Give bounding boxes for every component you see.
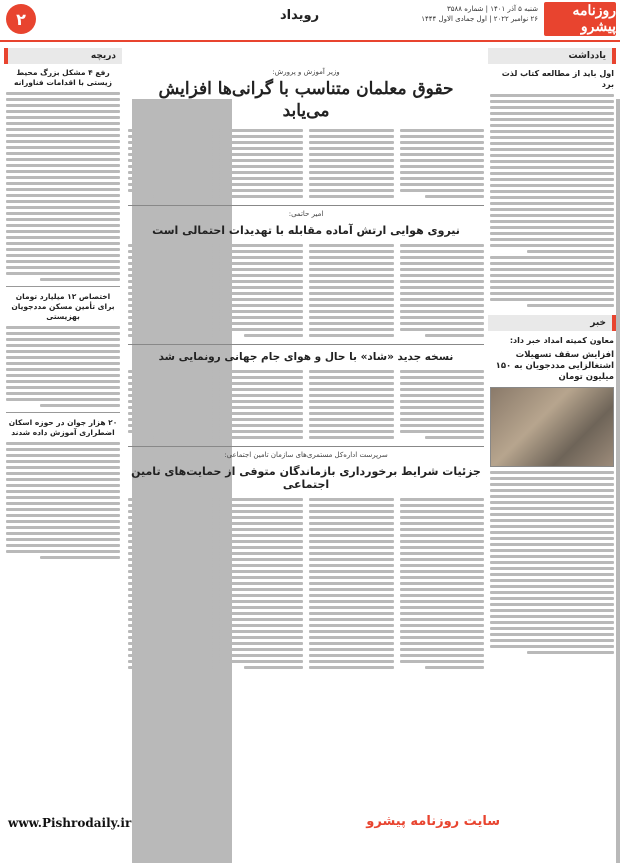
- news-title: افزایش سقف تسهیلات اشتغالزایی مددجویان به ۱۵۰ میلیون تومان: [495, 350, 614, 382]
- date-line-2: ۲۶ نوامبر ۲۰۲۲ | اول جمادی الاول ۱۴۴۴: [421, 15, 538, 23]
- left-article-1-body: [6, 92, 120, 281]
- date-line-1: شنبه ۵ آذر ۱۴۰۱ | شماره ۳۵۸۸: [447, 5, 538, 13]
- masthead: [0, 0, 620, 40]
- left-column-header: دریچه: [4, 48, 122, 64]
- second-article-body: [128, 241, 484, 340]
- masthead-rule: [0, 40, 620, 42]
- lead-headline: حقوق معلمان متناسب با گرانی‌ها افزایش می‌یابد: [158, 79, 454, 121]
- section-title: رویداد: [280, 8, 320, 23]
- sidebar-header-news: خبر: [488, 315, 616, 331]
- footer-website-link[interactable]: www.Pishrodaily.ir: [8, 816, 132, 830]
- footer-brand: سایت روزنامه پیشرو: [366, 814, 500, 829]
- left-article-1-title: رفع ۴ مشکل بزرگ محیط زیستی با اقدامات فناورانه: [14, 68, 112, 87]
- third-article-body: [128, 367, 484, 442]
- third-headline: نسخه جدید «شاد» با حال و هوای جام جهانی رونمایی شد: [158, 351, 454, 363]
- fourth-kicker: سرپرست اداره‌کل مستمری‌های سازمان تامین اجتماعی:: [224, 451, 388, 459]
- left-article-3-body: [6, 442, 120, 559]
- lead-article-body: [128, 126, 484, 201]
- main-content: [128, 48, 484, 812]
- right-sidebar: [488, 48, 616, 808]
- news-photo: [490, 387, 614, 467]
- left-column: [4, 48, 122, 812]
- footer: [0, 812, 620, 837]
- left-article-2-title: اختصاص ۱۲ میلیارد تومان برای تأمین مسکن مددجویان بهزیستی: [11, 292, 115, 321]
- left-article-2-body: [6, 326, 120, 407]
- second-headline: نیروی هوایی ارتش آماده مقابله با تهدیدات احتمالی است: [152, 224, 460, 237]
- note-title: اول باید از مطالعه کتاب لذت برد: [501, 69, 614, 89]
- newspaper-logo: روزنامه پیشرو: [544, 2, 616, 36]
- left-article-3-title: ۲۰ هزار جوان در حوزه اسکان اضطراری آموزش داده شدند: [8, 418, 118, 437]
- issue-date: [421, 4, 538, 24]
- second-kicker: امیر حاتمی:: [288, 210, 324, 218]
- sidebar-header-note: یادداشت: [488, 48, 616, 64]
- fourth-article-body: [128, 495, 484, 672]
- note-body: [490, 94, 614, 307]
- lead-kicker: وزیر آموزش و پرورش:: [272, 68, 340, 76]
- news-body: [490, 471, 614, 654]
- news-kicker: معاون کمیته امداد خبر داد:: [509, 336, 614, 345]
- page-number-badge: ۲: [6, 4, 36, 34]
- fourth-headline: جزئیات شرایط برخورداری بازماندگان متوفی از حمایت‌های تامین اجتماعی: [131, 465, 481, 491]
